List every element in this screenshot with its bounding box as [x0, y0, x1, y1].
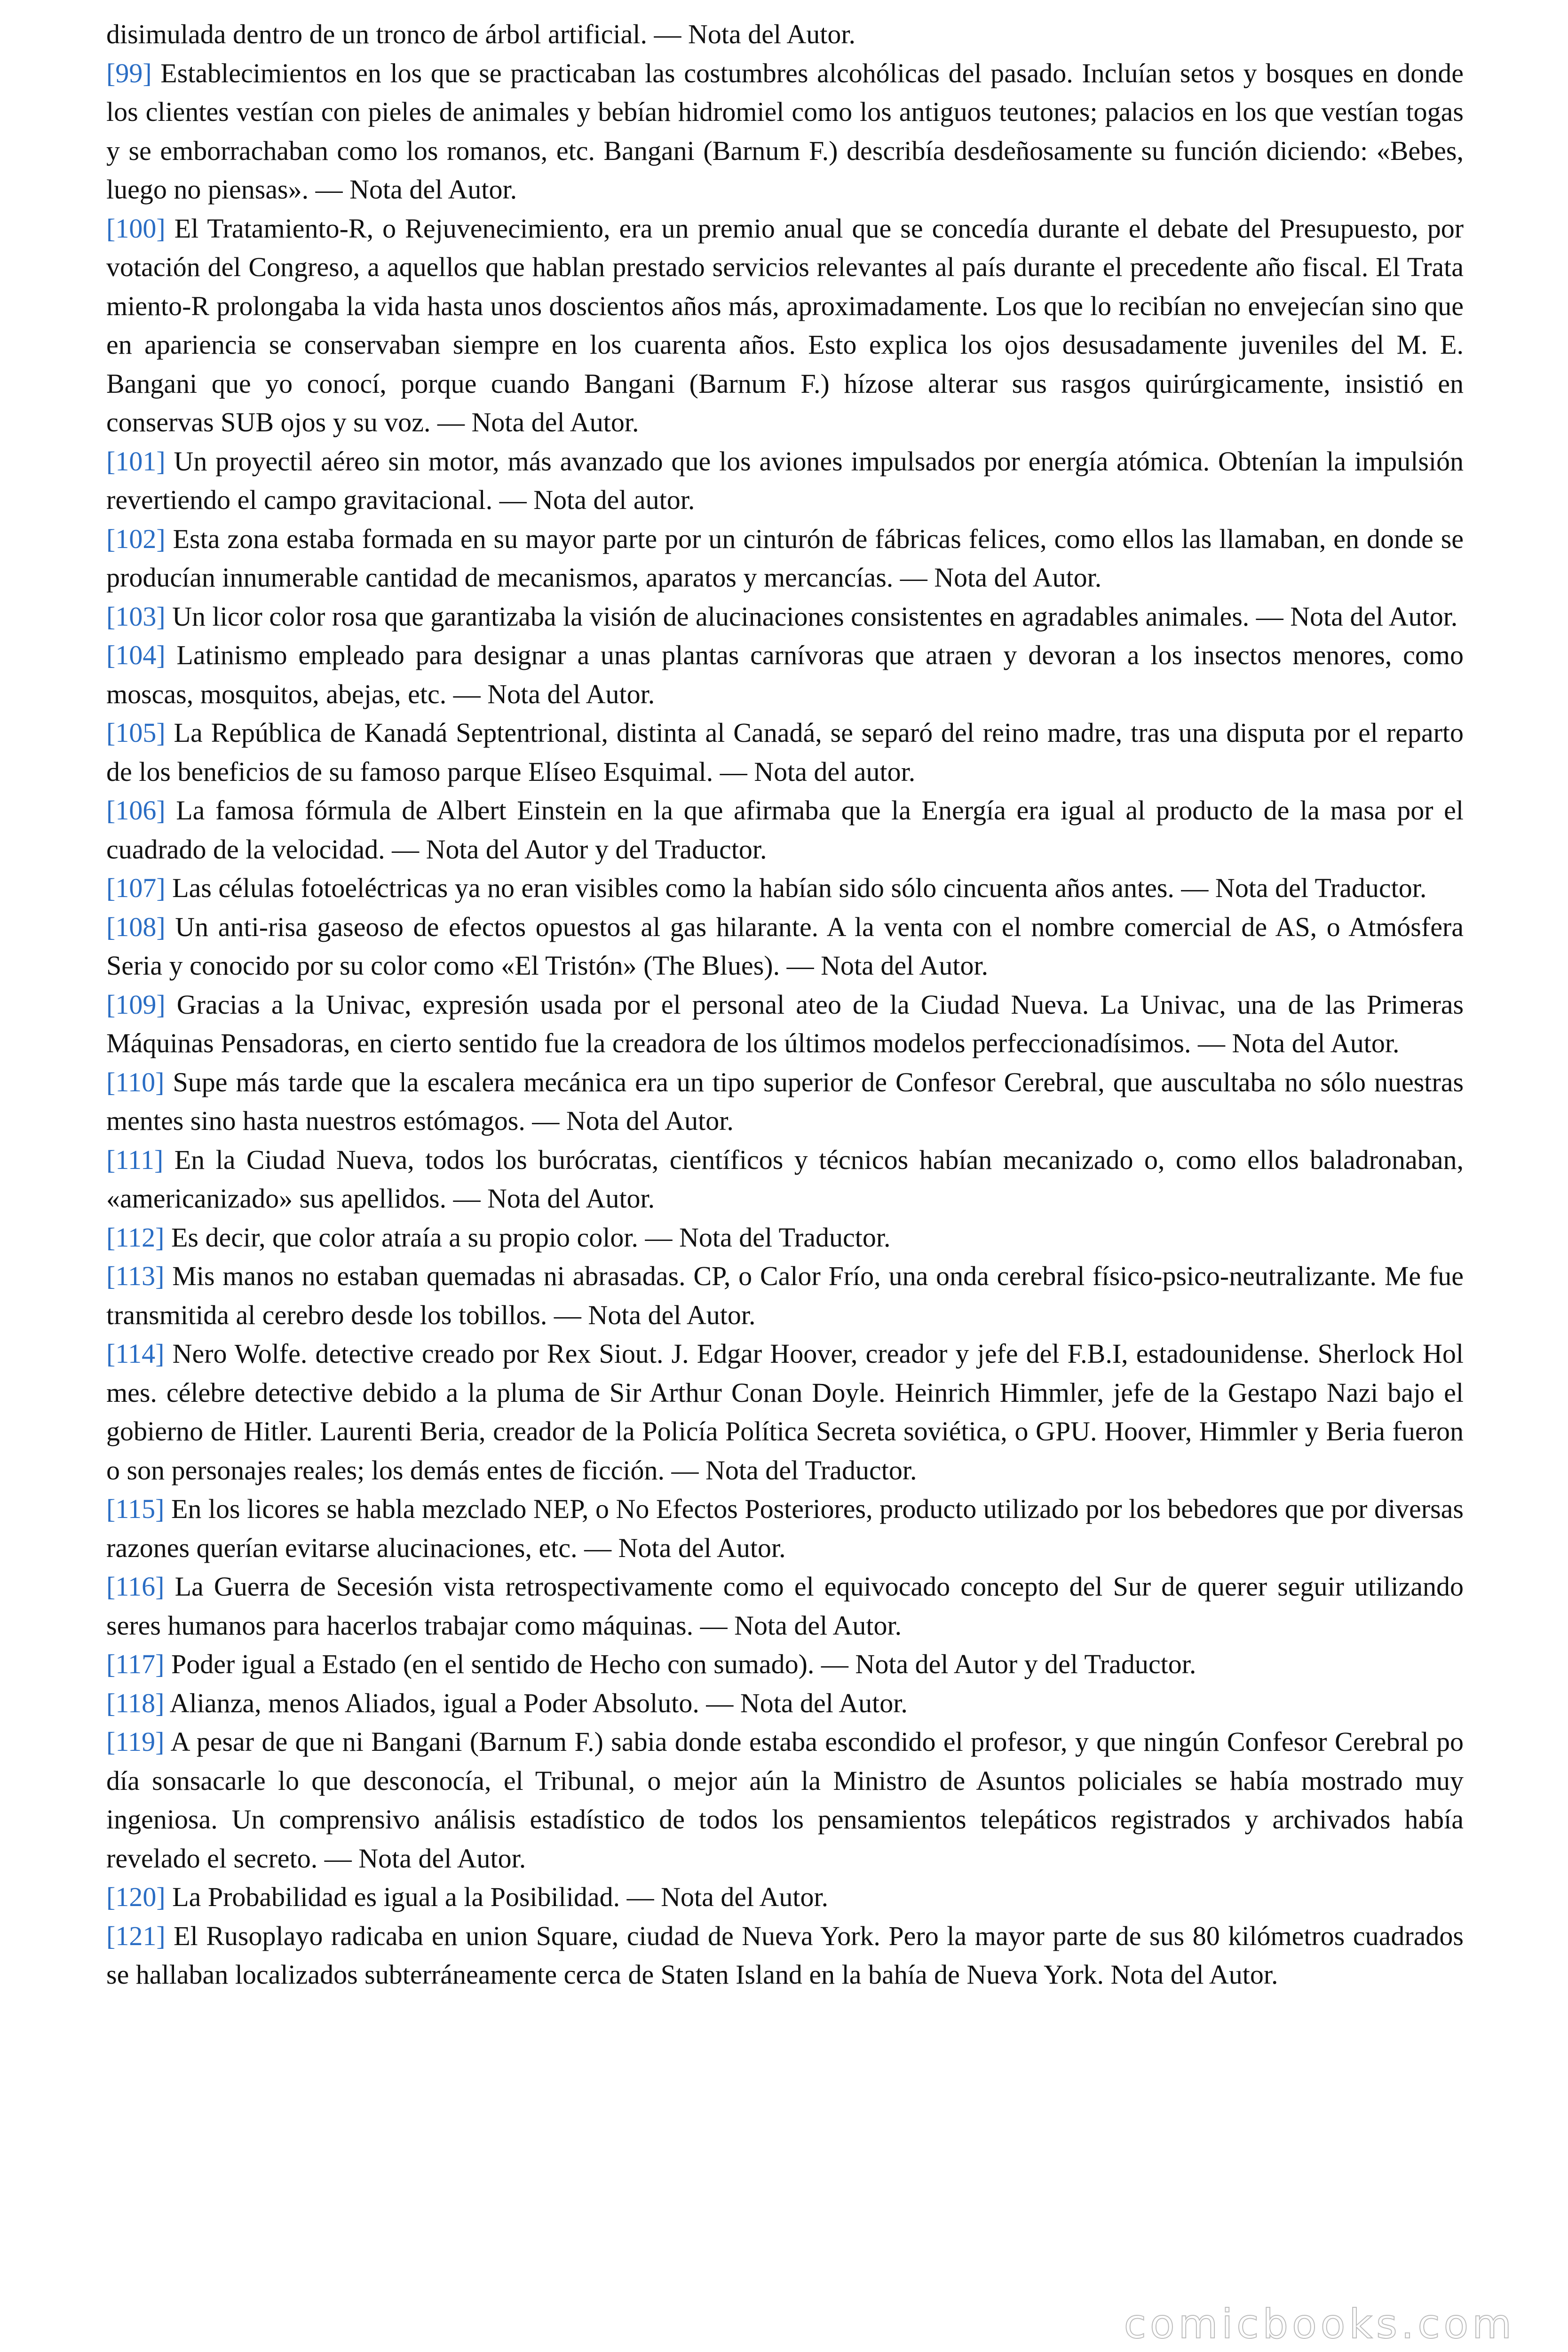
- footnote-text: El Tratamiento-R, o Rejuvenecimiento, era un premio anual que se concedía durante el debate del Presupuesto, por votación del Congreso, a aquellos que hablan prestado servicios relevantes al país durante el precedente año fiscal. El Trata miento-R prolongaba la vida hasta unos doscientos años más, aproximadamente. Los que lo recibían no envejecían sino que en apariencia se conservaban siempre en los cuarenta años. Esto explica los ojos desusadamente juveniles del M. E. Bangani que yo conocí, porque cuando Bangani (Barnum F.) hízose alterar sus rasgos quirúrgicamente, insistió en conservas SUB ojos y su voz. — Nota del Autor.: [106, 213, 1464, 437]
- footnote-text: Un licor color rosa que garantizaba la visión de alucinaciones consistentes en agradables animales. — Nota del Autor.: [172, 601, 1458, 632]
- footnote-entry: [106, 1490, 1464, 1567]
- footnote-text: En los licores se habla mezclado NEP, o No Efectos Posteriores, producto utilizado por los bebedores que por diversas razones querían evitarse alucinaciones, etc. — Nota del Autor.: [106, 1494, 1464, 1563]
- footnote-entry: [106, 869, 1464, 908]
- footnote-backlink[interactable]: [106]: [106, 795, 166, 826]
- footnote-entry: [106, 1567, 1464, 1645]
- footnote-entry: [106, 636, 1464, 714]
- footnote-text: Poder igual a Estado (en el sentido de Hecho con sumado). — Nota del Autor y del Traductor.: [171, 1649, 1196, 1679]
- footnote-entry: [106, 791, 1464, 869]
- footnote-text: Gracias a la Univac, expresión usada por el personal ateo de la Ciudad Nueva. La Univac, una de las Primeras Máquinas Pensadoras, en cierto sentido fue la creadora de los últimos modelos perfeccionadísimos. — Nota del Autor.: [106, 989, 1464, 1058]
- footnote-entry: [106, 714, 1464, 791]
- footnote-text: Establecimientos en los que se practicaban las costumbres alcohólicas del pasado. Incluían setos y bosques en donde los clientes vestían con pieles de animales y bebían hidromiel como los antiguos teutones; palacios en los que vestían togas y se emborrachaban como los romanos, etc. Bangani (Barnum F.) describía desdeñosamente su función diciendo: «Bebes, luego no piensas». — Nota del Autor.: [106, 57, 1464, 205]
- footnote-backlink[interactable]: [119]: [106, 1726, 165, 1757]
- footnote-text: La República de Kanadá Septentrional, distinta al Canadá, se separó del reino madre, tras una disputa por el reparto de los beneficios de su famoso parque Elíseo Esquimal. — Nota del autor.: [106, 717, 1464, 787]
- footnote-backlink[interactable]: [100]: [106, 213, 166, 244]
- footnote-entry: [106, 520, 1464, 597]
- footnote-text: La famosa fórmula de Albert Einstein en la que afirmaba que la Energía era igual al producto de la masa por el cuadrado de la velocidad. — Nota del Autor y del Traductor.: [106, 795, 1464, 865]
- footnote-entry: [106, 1878, 1464, 1917]
- footnote-backlink[interactable]: [104]: [106, 640, 166, 670]
- footnote-backlink[interactable]: [110]: [106, 1066, 165, 1097]
- footnote-entry: [106, 209, 1464, 442]
- footnote-text: Es decir, que color atraía a su propio color. — Nota del Traductor.: [171, 1222, 891, 1253]
- lead-text: disimulada dentro de un tronco de árbol artificial. — Nota del Autor.: [106, 19, 855, 49]
- footnote-entry: [106, 54, 1464, 209]
- footnote-backlink[interactable]: [101]: [106, 445, 166, 477]
- footnote-backlink[interactable]: [107]: [106, 873, 166, 903]
- footnote-backlink[interactable]: [111]: [106, 1144, 164, 1175]
- footnote-text: Las células fotoeléctricas ya no eran visibles como la habían sido sólo cincuenta años antes. — Nota del Traductor.: [172, 873, 1427, 903]
- footnote-backlink[interactable]: [108]: [106, 911, 166, 942]
- footnote-text: Latinismo empleado para designar a unas plantas carnívoras que atraen y devoran a los insectos menores, como moscas, mosquitos, abejas, etc. — Nota del Autor.: [106, 640, 1464, 709]
- footnote-entry: [106, 597, 1464, 636]
- footnote-text: Nero Wolfe. detective creado por Rex Siout. J. Edgar Hoover, creador y jefe del F.B.I, estadounidense. Sherlock Hol mes. célebre detective debido a la pluma de Sir Arthur Conan Doyle. Heinrich Himmler, jefe de la Gestapo Nazi bajo el gobierno de Hitler. Laurenti Beria, creador de la Policía Política Secreta soviética, o GPU. Hoover, Himmler y Beria fueron o son personajes reales; los demás entes de ficción. — Nota del Traductor.: [106, 1338, 1464, 1486]
- footnote-backlink[interactable]: [102]: [106, 523, 166, 554]
- footnote-text: En la Ciudad Nueva, todos los burócratas, científicos y técnicos habían mecanizado o, como ellos baladronaban, «americanizado» sus apellidos. — Nota del Autor.: [106, 1144, 1464, 1214]
- footnote-backlink[interactable]: [116]: [106, 1571, 165, 1602]
- footnote-backlink[interactable]: [113]: [106, 1261, 165, 1291]
- footnote-text: El Rusoplayo radicaba en union Square, ciudad de Nueva York. Pero la mayor parte de sus 80 kilómetros cuadrados se hallaban localizados subterráneamente cerca de Staten Island en la bahía de Nueva York. Nota del Autor.: [106, 1920, 1464, 1990]
- footnote-entry: [106, 1684, 1464, 1723]
- footnote-backlink[interactable]: [118]: [106, 1687, 165, 1718]
- footnote-text: Supe más tarde que la escalera mecánica era un tipo superior de Confesor Cerebral, que auscultaba no sólo nuestras mentes sino hasta nuestros estómagos. — Nota del Autor.: [106, 1066, 1464, 1136]
- footnote-backlink[interactable]: [120]: [106, 1882, 166, 1912]
- notes-page: [106, 15, 1464, 1994]
- footnote-backlink[interactable]: [114]: [106, 1338, 165, 1369]
- footnote-entry: [106, 1218, 1464, 1257]
- footnote-backlink[interactable]: [112]: [106, 1222, 165, 1253]
- footnote-text: Un proyectil aéreo sin motor, más avanzado que los aviones impulsados por energía atómica. Obtenían la impulsión revertiendo el campo gravitacional. — Nota del autor.: [106, 445, 1464, 515]
- footnote-text: Un anti-risa gaseoso de efectos opuestos al gas hilarante. A la venta con el nombre comercial de AS, o Atmósfera Seria y conocido por su color como «El Tristón» (The Blues). — Nota del Autor.: [106, 911, 1464, 981]
- footnote-text: La Probabilidad es igual a la Posibilidad. — Nota del Autor.: [172, 1882, 829, 1912]
- footnote-entry: [106, 1335, 1464, 1490]
- footnote-text: Alianza, menos Aliados, igual a Poder Absoluto. — Nota del Autor.: [169, 1687, 908, 1718]
- footnote-entry: [106, 908, 1464, 985]
- footnote-entry: [106, 1917, 1464, 1994]
- footnote-text: Esta zona estaba formada en su mayor parte por un cinturón de fábricas felices, como ellos las llamaban, en donde se producían innumerable cantidad de mecanismos, aparatos y mercancías. — Nota del Autor.: [106, 523, 1464, 593]
- footnote-entry: [106, 1141, 1464, 1218]
- footnote-backlink[interactable]: [121]: [106, 1920, 166, 1951]
- footnote-backlink[interactable]: [105]: [106, 717, 166, 748]
- footnote-entry: [106, 1063, 1464, 1141]
- footnote-backlink[interactable]: [109]: [106, 989, 166, 1020]
- notes-list: [106, 54, 1464, 1994]
- footnote-entry: [106, 1257, 1464, 1335]
- footnote-backlink[interactable]: [103]: [106, 601, 166, 632]
- footnote-backlink[interactable]: [117]: [106, 1649, 165, 1679]
- footnote-entry: [106, 442, 1464, 520]
- footnote-text: La Guerra de Secesión vista retrospectivamente como el equivocado concepto del Sur de querer seguir utilizando seres humanos para hacerlos trabajar como máquinas. — Nota del Autor.: [106, 1571, 1464, 1641]
- footnote-entry: [106, 1645, 1464, 1684]
- watermark: comicbooks.com: [1124, 2301, 1515, 2348]
- footnote-text: A pesar de que ni Bangani (Barnum F.) sabia donde estaba escondido el profesor, y que ningún Confesor Cerebral po día sonsacarle lo que desconocía, el Tribunal, o mejor aún la Ministro de Asuntos policiales se había mostrado muy ingeniosa. Un comprensivo análisis estadístico de todos los pensamientos telepáticos registrados y archivados había revelado el secreto. — Nota del Autor.: [106, 1726, 1464, 1874]
- footnote-backlink[interactable]: [99]: [106, 57, 152, 88]
- footnote-backlink[interactable]: [115]: [106, 1494, 165, 1524]
- footnote-entry: [106, 985, 1464, 1063]
- footnote-entry: [106, 1723, 1464, 1878]
- footnote-text: Mis manos no estaban quemadas ni abrasadas. CP, o Calor Frío, una onda cerebral físico-psico-neutralizante. Me fue transmitida al cerebro desde los tobillos. — Nota del Autor.: [106, 1261, 1464, 1330]
